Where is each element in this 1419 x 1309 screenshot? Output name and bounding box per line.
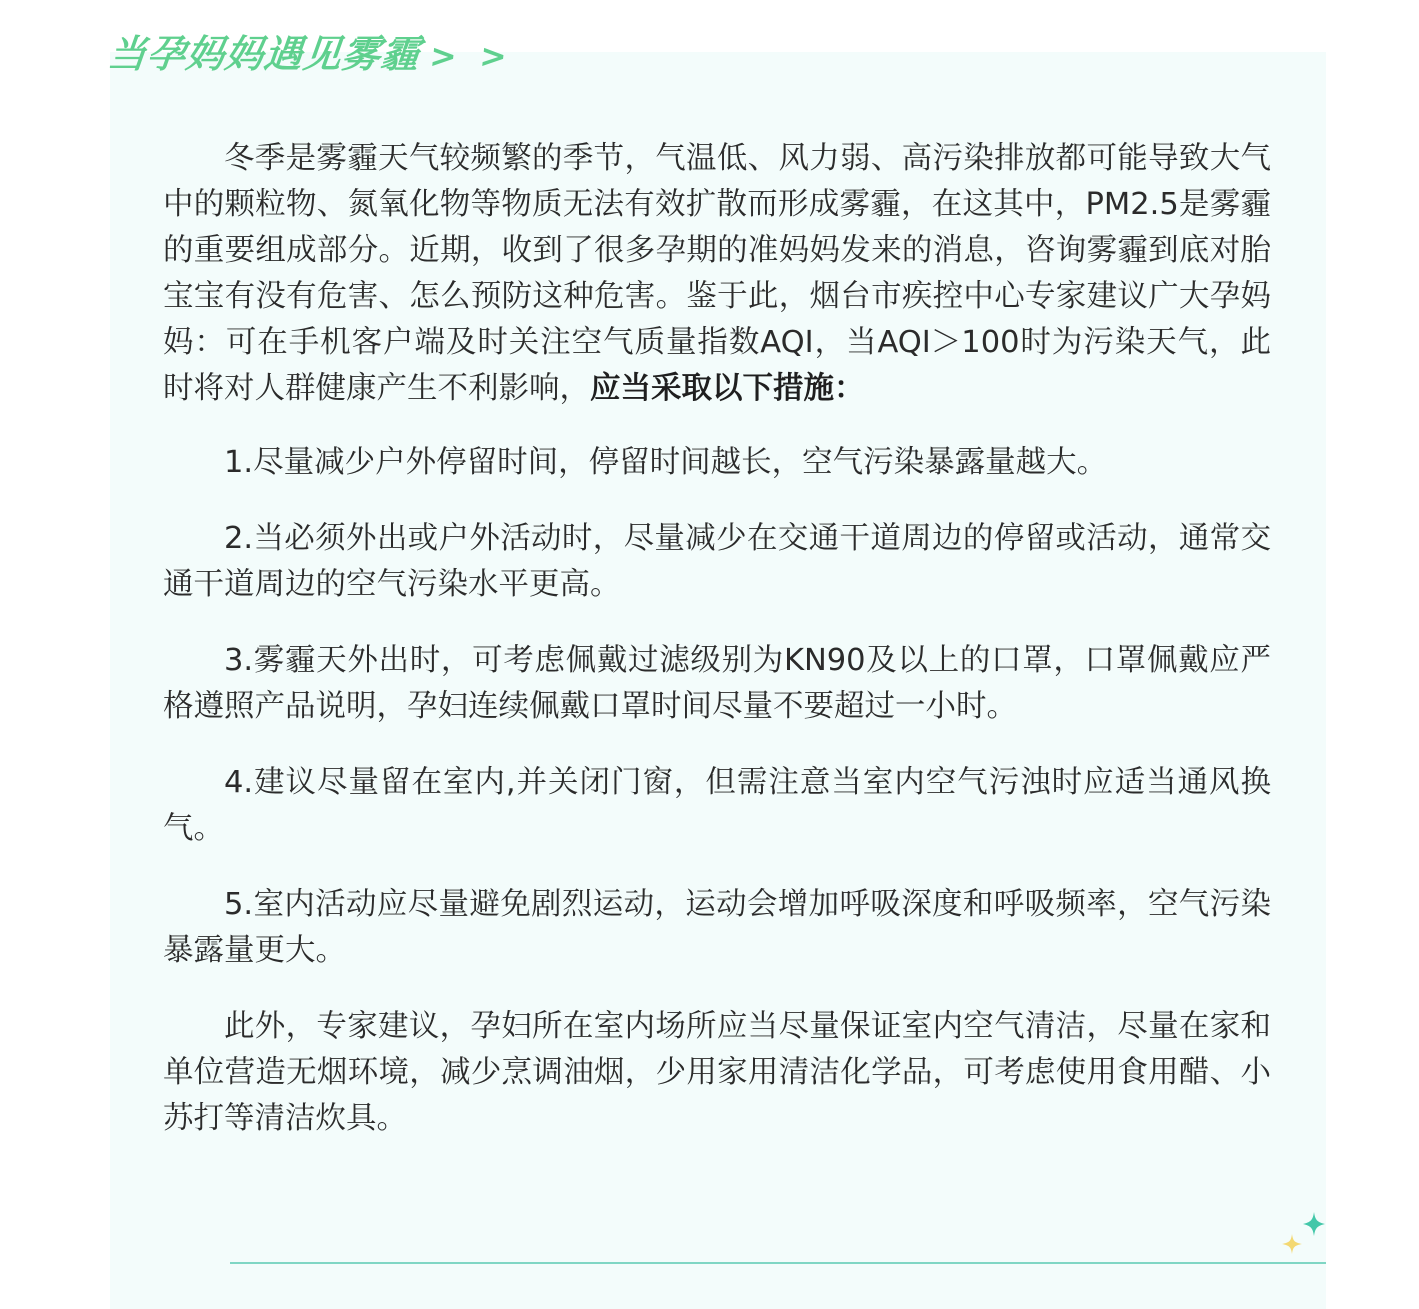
bottom-divider [230,1262,1326,1264]
double-chevron-icon: > > [427,37,515,75]
intro-paragraph [163,136,1271,412]
measure-item-3: 3.雾霾天外出时，可考虑佩戴过滤级别为KN90及以上的口罩，口罩佩戴应严格遵照产品说明，孕妇连续佩戴口罩时间尽量不要超过一小时。 [163,643,1271,724]
closing-paragraph: 此外，专家建议，孕妇所在室内场所应当尽量保证室内空气清洁，尽量在家和单位营造无烟环境，减少烹调油烟，少用家用清洁化学品，可考虑使用食用醋、小苏打等清洁炊具。 [163,1009,1271,1136]
measure-item-5: 5.室内活动应尽量避免剧烈运动，运动会增加呼吸深度和呼吸频率，空气污染暴露量更大。 [163,887,1271,968]
measure-item-4: 4.建议尽量留在室内,并关闭门窗，但需注意当室内空气污浊时应适当通风换气。 [163,765,1271,846]
sparkle-teal-icon [1303,1212,1325,1236]
sparkle-yellow-icon [1282,1234,1302,1254]
sparkle-decoration [1278,1210,1330,1262]
article-body [163,136,1271,1172]
intro-text: 冬季是雾霾天气较频繁的季节，气温低、风力弱、高污染排放都可能导致大气中的颗粒物、氮氧化物等物质无法有效扩散而形成雾霾，在这其中，PM2.5是雾霾的重要组成部分。近期，收到了很多孕期的准妈妈发来的消息，咨询雾霾到底对胎宝宝有没有危害、怎么预防这种危害。鉴于此，烟台市疾控中心专家建议广大孕妈妈：可在手机客户端及时关注空气质量指数AQI，当AQI＞100时为污染天气，此时将对人群健康产生不利影响， [163,141,1271,406]
measure-item-1: 1.尽量减少户外停留时间，停留时间越长，空气污染暴露量越大。 [224,445,1108,480]
intro-emphasis: 应当采取以下措施： [590,371,865,406]
section-title [105,28,515,82]
section-title-text: 当孕妈妈遇见雾霾 [105,32,423,76]
measure-item-2: 2.当必须外出或户外活动时，尽量减少在交通干道周边的停留或活动，通常交通干道周边的空气污染水平更高。 [163,521,1271,602]
